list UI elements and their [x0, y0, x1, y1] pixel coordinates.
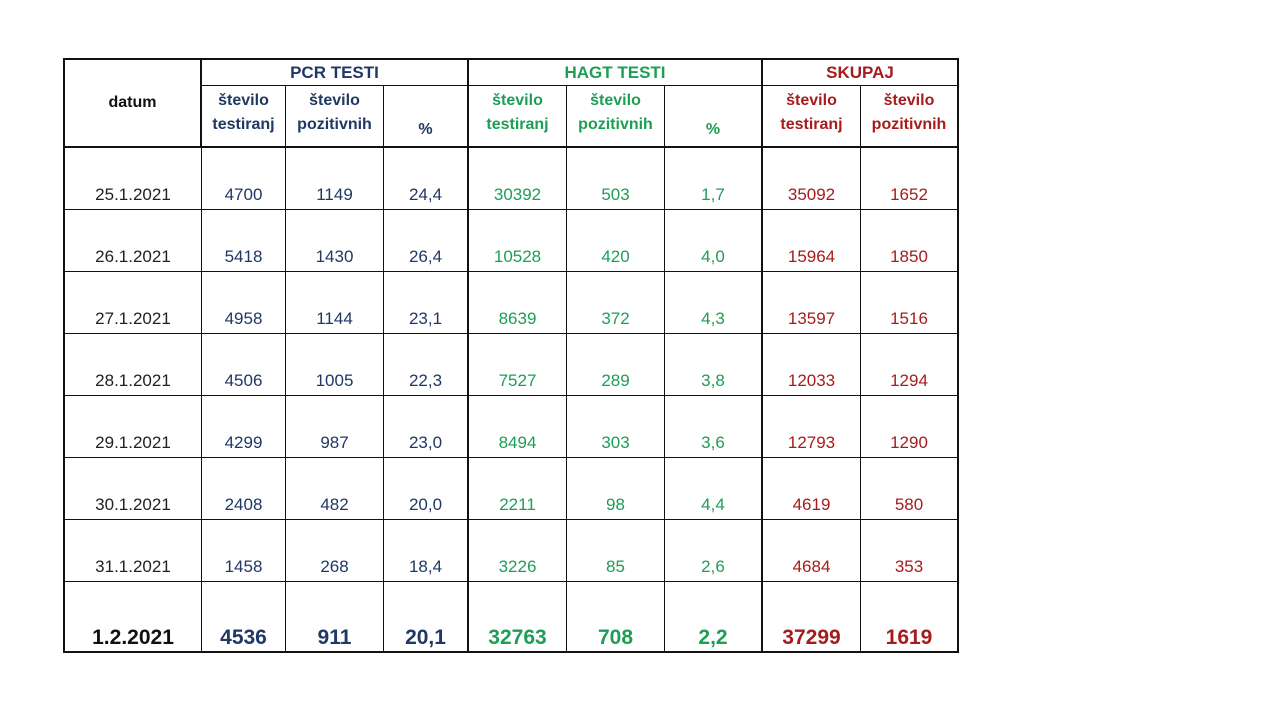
skupaj-testiranj-cell: 37299 — [763, 582, 861, 653]
pcr-testiranj-cell: 2408 — [202, 458, 286, 520]
skupaj-testiranj-cell: 12793 — [763, 396, 861, 458]
hagt-pozitivnih-cell: 708 — [567, 582, 665, 653]
hagt-pct-cell: 2,2 — [665, 582, 763, 653]
pcr-testiranj-cell: 4700 — [202, 148, 286, 210]
date-cell: 29.1.2021 — [65, 396, 202, 458]
hagt-pct-cell: 4,4 — [665, 458, 763, 520]
pcr-pct-header: % — [384, 86, 469, 148]
hagt-testiranj-header — [469, 86, 567, 148]
skupaj-pozitivnih-cell: 353 — [861, 520, 959, 582]
pcr-testiranj-cell: 4536 — [202, 582, 286, 653]
hagt-pct-cell: 2,6 — [665, 520, 763, 582]
date-cell: 25.1.2021 — [65, 148, 202, 210]
pcr-pozitivnih-cell: 268 — [286, 520, 384, 582]
skupaj-testiranj-cell: 13597 — [763, 272, 861, 334]
date-cell: 28.1.2021 — [65, 334, 202, 396]
skupaj-pozitivnih-cell: 1290 — [861, 396, 959, 458]
header-line: število — [309, 92, 360, 109]
skupaj-testiranj-cell: 12033 — [763, 334, 861, 396]
date-cell: 27.1.2021 — [65, 272, 202, 334]
hagt-testiranj-cell: 8639 — [469, 272, 567, 334]
header-line: pozitivnih — [578, 116, 653, 133]
pcr-pozitivnih-cell: 1149 — [286, 148, 384, 210]
skupaj-pozitivnih-cell: 1294 — [861, 334, 959, 396]
pcr-testiranj-cell: 4299 — [202, 396, 286, 458]
pcr-pct-cell: 24,4 — [384, 148, 469, 210]
test-results-table — [63, 58, 959, 653]
pcr-pct-cell: 26,4 — [384, 210, 469, 272]
skupaj-testiranj-cell: 4619 — [763, 458, 861, 520]
hagt-pct-cell: 1,7 — [665, 148, 763, 210]
hagt-testiranj-cell: 10528 — [469, 210, 567, 272]
hagt-pozitivnih-header — [567, 86, 665, 148]
pcr-pozitivnih-header — [286, 86, 384, 148]
date-cell: 31.1.2021 — [65, 520, 202, 582]
hagt-pct-cell: 4,3 — [665, 272, 763, 334]
date-cell: 30.1.2021 — [65, 458, 202, 520]
pcr-testiranj-cell: 1458 — [202, 520, 286, 582]
hagt-pct-header: % — [665, 86, 763, 148]
skupaj-testiranj-cell: 4684 — [763, 520, 861, 582]
header-line: pozitivnih — [297, 116, 372, 133]
pcr-group-header: PCR TESTI — [202, 60, 469, 86]
pcr-pct-cell: 20,1 — [384, 582, 469, 653]
hagt-testiranj-cell: 7527 — [469, 334, 567, 396]
skupaj-pozitivnih-cell: 1850 — [861, 210, 959, 272]
pcr-testiranj-header — [202, 86, 286, 148]
pcr-pct-cell: 22,3 — [384, 334, 469, 396]
hagt-pct-cell: 3,8 — [665, 334, 763, 396]
skupaj-pozitivnih-cell: 1516 — [861, 272, 959, 334]
hagt-pct-cell: 3,6 — [665, 396, 763, 458]
skupaj-testiranj-cell: 15964 — [763, 210, 861, 272]
header-line: testiranj — [212, 116, 275, 133]
header-line: pozitivnih — [871, 116, 947, 133]
pcr-pozitivnih-cell: 1430 — [286, 210, 384, 272]
hagt-group-header: HAGT TESTI — [469, 60, 763, 86]
pcr-pozitivnih-cell: 1144 — [286, 272, 384, 334]
pcr-pozitivnih-cell: 482 — [286, 458, 384, 520]
skupaj-pozitivnih-cell: 1619 — [861, 582, 959, 653]
skupaj-pozitivnih-cell: 1652 — [861, 148, 959, 210]
skupaj-pozitivnih-cell: 580 — [861, 458, 959, 520]
hagt-testiranj-cell: 3226 — [469, 520, 567, 582]
pcr-testiranj-cell: 4958 — [202, 272, 286, 334]
header-line: število — [218, 92, 269, 109]
hagt-pozitivnih-cell: 372 — [567, 272, 665, 334]
hagt-testiranj-cell: 2211 — [469, 458, 567, 520]
header-line: število — [492, 92, 543, 109]
hagt-testiranj-cell: 8494 — [469, 396, 567, 458]
date-cell: 1.2.2021 — [65, 582, 202, 653]
skupaj-testiranj-cell: 35092 — [763, 148, 861, 210]
header-line: testiranj — [780, 116, 843, 133]
header-line: število — [883, 92, 935, 109]
hagt-testiranj-cell: 30392 — [469, 148, 567, 210]
hagt-pozitivnih-cell: 303 — [567, 396, 665, 458]
hagt-pozitivnih-cell: 420 — [567, 210, 665, 272]
hagt-pozitivnih-cell: 289 — [567, 334, 665, 396]
hagt-pct-cell: 4,0 — [665, 210, 763, 272]
pcr-pct-cell: 20,0 — [384, 458, 469, 520]
pcr-pozitivnih-cell: 911 — [286, 582, 384, 653]
hagt-pozitivnih-cell: 503 — [567, 148, 665, 210]
pcr-testiranj-cell: 5418 — [202, 210, 286, 272]
hagt-pozitivnih-cell: 98 — [567, 458, 665, 520]
header-line: število — [786, 92, 837, 109]
hagt-pozitivnih-cell: 85 — [567, 520, 665, 582]
skupaj-pozitivnih-header — [861, 86, 959, 148]
pcr-pct-cell: 23,1 — [384, 272, 469, 334]
skupaj-testiranj-header — [763, 86, 861, 148]
pcr-pct-cell: 18,4 — [384, 520, 469, 582]
pcr-pozitivnih-cell: 1005 — [286, 334, 384, 396]
pcr-testiranj-cell: 4506 — [202, 334, 286, 396]
skupaj-group-header: SKUPAJ — [763, 60, 959, 86]
pcr-pct-cell: 23,0 — [384, 396, 469, 458]
datum-header: datum — [65, 60, 202, 148]
hagt-testiranj-cell: 32763 — [469, 582, 567, 653]
header-line: število — [590, 92, 641, 109]
date-cell: 26.1.2021 — [65, 210, 202, 272]
header-line: testiranj — [486, 116, 549, 133]
pcr-pozitivnih-cell: 987 — [286, 396, 384, 458]
